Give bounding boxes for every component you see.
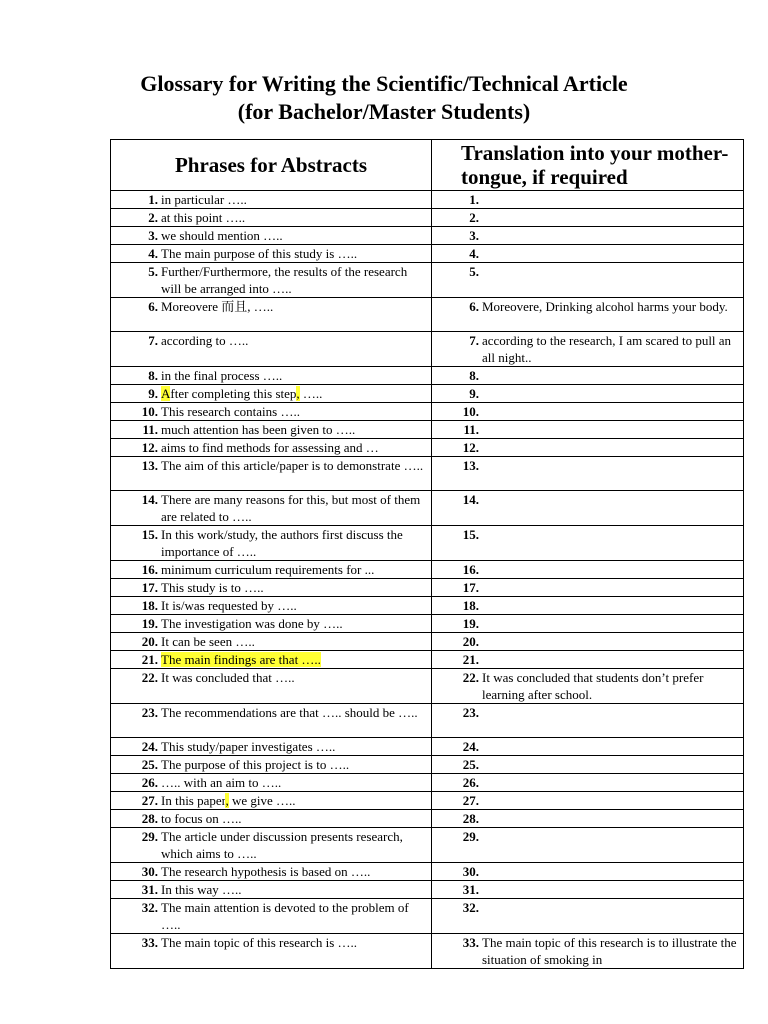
translation-cell: [432, 881, 744, 899]
phrase-text: Further/Furthermore, the results of the research will be arranged into …..: [161, 264, 408, 296]
highlighted-text: ,: [296, 386, 300, 401]
header-translation: Translation into your mother-tongue, if required: [432, 140, 744, 191]
table-row: [111, 792, 744, 810]
phrase-cell: [111, 615, 432, 633]
phrase-number: 23.: [141, 705, 158, 720]
table-row: [111, 863, 744, 881]
translation-text: [482, 863, 740, 880]
phrase-cell: [111, 669, 432, 704]
phrase-cell: [111, 191, 432, 209]
translation-cell: [432, 263, 744, 298]
phrase-cell: [111, 439, 432, 457]
translation-cell: [432, 403, 744, 421]
translation-cell: [432, 298, 744, 332]
translation-cell: [432, 899, 744, 934]
translation-number: 2.: [469, 210, 479, 225]
table-row: [111, 828, 744, 863]
translation-cell: [432, 615, 744, 633]
translation-text: [482, 792, 740, 809]
phrase-cell: [111, 704, 432, 738]
phrase-cell: [111, 828, 432, 863]
translation-cell: [432, 227, 744, 245]
phrase-cell: [111, 738, 432, 756]
phrase-text: The main topic of this research is …..: [161, 935, 358, 950]
phrase-number: 31.: [141, 882, 158, 897]
phrase-number: 24.: [141, 739, 158, 754]
table-row: [111, 810, 744, 828]
phrase-text: Moreovere 而且, …..: [161, 299, 274, 314]
phrase-text: The purpose of this project is to …..: [161, 757, 350, 772]
phrase-text: according to …..: [161, 333, 249, 348]
translation-number: 11.: [463, 422, 479, 437]
phrase-cell: [111, 403, 432, 421]
translation-cell: [432, 669, 744, 704]
translation-text: [482, 367, 740, 384]
translation-text: [482, 899, 740, 916]
table-row: [111, 597, 744, 615]
phrase-fragment: fter completing this step: [170, 386, 297, 401]
phrase-cell: [111, 245, 432, 263]
phrase-fragment: we give …..: [228, 793, 296, 808]
translation-number: 1.: [469, 192, 479, 207]
phrase-cell: [111, 597, 432, 615]
highlighted-text: A: [161, 386, 171, 401]
translation-text: [482, 491, 740, 508]
translation-text: Moreovere, Drinking alcohol harms your body.: [482, 299, 728, 314]
table-row: [111, 263, 744, 298]
translation-text: [482, 633, 740, 650]
translation-number: 28.: [462, 811, 479, 826]
table-row: [111, 704, 744, 738]
translation-number: 20.: [462, 634, 479, 649]
phrase-number: 21.: [141, 652, 158, 667]
translation-cell: [432, 579, 744, 597]
phrase-cell: [111, 209, 432, 227]
translation-number: 3.: [469, 228, 479, 243]
translation-number: 19.: [462, 616, 479, 631]
translation-number: 6.: [469, 299, 479, 314]
translation-number: 12.: [462, 440, 479, 455]
translation-number: 30.: [462, 864, 479, 879]
translation-cell: [432, 597, 744, 615]
translation-text: [482, 457, 740, 474]
phrase-number: 26.: [141, 775, 158, 790]
table-row: [111, 899, 744, 934]
translation-cell: [432, 332, 744, 367]
translation-number: 22.: [462, 670, 479, 685]
phrase-text: The main purpose of this study is …..: [161, 246, 358, 261]
table-row: [111, 633, 744, 651]
phrase-number: 9.: [148, 386, 158, 401]
phrase-cell: [111, 881, 432, 899]
phrase-number: 33.: [141, 935, 158, 950]
translation-number: 18.: [462, 598, 479, 613]
phrase-text: aims to find methods for assessing and …: [161, 440, 379, 455]
translation-text: [482, 704, 740, 721]
phrase-number: 10.: [141, 404, 158, 419]
translation-cell: [432, 756, 744, 774]
translation-text: [482, 209, 740, 226]
phrase-cell: [111, 298, 432, 332]
table-row: [111, 774, 744, 792]
translation-cell: [432, 561, 744, 579]
translation-cell: [432, 738, 744, 756]
phrase-cell: [111, 526, 432, 561]
translation-text: [482, 439, 740, 456]
table-row: [111, 209, 744, 227]
phrase-cell: [111, 651, 432, 669]
phrase-number: 20.: [141, 634, 158, 649]
translation-cell: [432, 385, 744, 403]
phrase-text: The aim of this article/paper is to demonstrate …..: [161, 458, 424, 473]
table-row: [111, 738, 744, 756]
translation-text: [482, 810, 740, 827]
table-header-row: [111, 140, 744, 191]
phrase-text: in the final process …..: [161, 368, 283, 383]
translation-text: The main topic of this research is to illustrate the situation of smoking in: [482, 935, 737, 967]
translation-text: [482, 385, 740, 402]
phrase-text: The research hypothesis is based on …..: [161, 864, 371, 879]
phrase-cell: [111, 227, 432, 245]
translation-cell: [432, 191, 744, 209]
phrase-number: 11.: [142, 422, 158, 437]
translation-text: [482, 191, 740, 208]
header-phrases: Phrases for Abstracts: [111, 140, 432, 191]
translation-number: 17.: [462, 580, 479, 595]
translation-number: 26.: [462, 775, 479, 790]
table-row: [111, 403, 744, 421]
table-row: [111, 934, 744, 969]
phrase-number: 3.: [148, 228, 158, 243]
translation-text: [482, 597, 740, 614]
phrase-text: minimum curriculum requirements for ...: [161, 562, 375, 577]
phrase-text: This research contains …..: [161, 404, 300, 419]
phrase-number: 16.: [141, 562, 158, 577]
translation-cell: [432, 934, 744, 969]
phrase-cell: [111, 332, 432, 367]
phrase-number: 28.: [141, 811, 158, 826]
table-row: [111, 227, 744, 245]
phrase-cell: [111, 633, 432, 651]
table-row: [111, 526, 744, 561]
table-row: [111, 756, 744, 774]
phrase-number: 32.: [141, 900, 158, 915]
translation-cell: [432, 774, 744, 792]
phrase-text: The investigation was done by …..: [161, 616, 343, 631]
phrase-text: This study/paper investigates …..: [161, 739, 336, 754]
translation-number: 31.: [462, 882, 479, 897]
phrase-cell: [111, 934, 432, 969]
phrase-number: 25.: [141, 757, 158, 772]
phrase-text: This study is to …..: [161, 580, 264, 595]
phrase-text: [161, 385, 428, 402]
translation-text: [482, 526, 740, 543]
phrase-text: In this way …..: [161, 882, 242, 897]
table-row: [111, 881, 744, 899]
phrase-number: 29.: [141, 829, 158, 844]
translation-text: [482, 561, 740, 578]
phrase-number: 2.: [148, 210, 158, 225]
phrase-text: much attention has been given to …..: [161, 422, 356, 437]
phrase-text: ….. with an aim to …..: [161, 775, 282, 790]
phrase-number: 5.: [148, 264, 158, 279]
glossary-table: [110, 139, 744, 969]
table-row: [111, 298, 744, 332]
phrase-number: 7.: [148, 333, 158, 348]
table-row: [111, 491, 744, 526]
translation-cell: [432, 651, 744, 669]
table-row: [111, 191, 744, 209]
table-row: [111, 385, 744, 403]
phrase-text: It was concluded that …..: [161, 670, 295, 685]
phrase-text: It can be seen …..: [161, 634, 255, 649]
phrase-text: The article under discussion presents research, which aims to …..: [161, 829, 403, 861]
phrase-cell: [111, 579, 432, 597]
translation-number: 10.: [462, 404, 479, 419]
translation-number: 16.: [462, 562, 479, 577]
translation-number: 21.: [462, 652, 479, 667]
phrase-text: It is/was requested by …..: [161, 598, 297, 613]
translation-number: 13.: [462, 458, 479, 473]
translation-cell: [432, 491, 744, 526]
table-row: [111, 457, 744, 491]
translation-cell: [432, 704, 744, 738]
translation-number: 9.: [469, 386, 479, 401]
translation-number: 8.: [469, 368, 479, 383]
phrase-text: in particular …..: [161, 192, 247, 207]
phrase-number: 14.: [141, 492, 158, 507]
translation-text: [482, 421, 740, 438]
table-row: [111, 579, 744, 597]
translation-number: 23.: [462, 705, 479, 720]
table-row: [111, 421, 744, 439]
translation-number: 33.: [462, 935, 479, 950]
table-row: [111, 669, 744, 704]
translation-text: [482, 227, 740, 244]
translation-text: [482, 579, 740, 596]
highlighted-text: ,: [225, 793, 229, 808]
phrase-number: 4.: [148, 246, 158, 261]
phrase-text: at this point …..: [161, 210, 246, 225]
phrase-text: to focus on …..: [161, 811, 242, 826]
phrase-cell: [111, 457, 432, 491]
table-row: [111, 651, 744, 669]
translation-cell: [432, 421, 744, 439]
document-title: [0, 70, 768, 126]
phrase-text: The main attention is devoted to the problem of …..: [161, 900, 409, 932]
translation-text: [482, 738, 740, 755]
phrase-number: 1.: [148, 192, 158, 207]
phrase-cell: [111, 263, 432, 298]
translation-cell: [432, 792, 744, 810]
phrase-cell: [111, 774, 432, 792]
phrase-number: 17.: [141, 580, 158, 595]
translation-text: [482, 245, 740, 262]
phrase-fragment: …..: [299, 386, 323, 401]
phrase-number: 6.: [148, 299, 158, 314]
translation-text: It was concluded that students don’t prefer learning after school.: [482, 670, 704, 702]
phrase-text: we should mention …..: [161, 228, 283, 243]
table-row: [111, 439, 744, 457]
phrase-cell: [111, 385, 432, 403]
translation-text: [482, 828, 740, 845]
phrase-cell: [111, 810, 432, 828]
table-row: [111, 332, 744, 367]
phrase-number: 22.: [141, 670, 158, 685]
translation-cell: [432, 810, 744, 828]
phrase-cell: [111, 367, 432, 385]
translation-number: 29.: [462, 829, 479, 844]
phrase-number: 12.: [141, 440, 158, 455]
phrase-text: [161, 651, 428, 668]
table-row: [111, 367, 744, 385]
highlighted-text: The main findings are that …..: [161, 652, 321, 667]
phrase-number: 30.: [141, 864, 158, 879]
table-row: [111, 561, 744, 579]
translation-cell: [432, 526, 744, 561]
translation-text: [482, 263, 740, 280]
translation-text: [482, 403, 740, 420]
phrase-number: 27.: [141, 793, 158, 808]
table-row: [111, 615, 744, 633]
phrase-cell: [111, 421, 432, 439]
translation-cell: [432, 209, 744, 227]
translation-number: 15.: [462, 527, 479, 542]
translation-text: [482, 881, 740, 898]
translation-number: 4.: [469, 246, 479, 261]
translation-number: 5.: [469, 264, 479, 279]
phrase-number: 8.: [148, 368, 158, 383]
translation-text: [482, 756, 740, 773]
phrase-text: The recommendations are that ….. should be …..: [161, 705, 418, 720]
translation-cell: [432, 633, 744, 651]
phrase-cell: [111, 863, 432, 881]
title-line-1: Glossary for Writing the Scientific/Technical Article: [140, 71, 628, 96]
phrase-cell: [111, 792, 432, 810]
phrase-text: There are many reasons for this, but most of them are related to …..: [161, 492, 421, 524]
phrase-cell: [111, 491, 432, 526]
phrase-text: In this work/study, the authors first discuss the importance of …..: [161, 527, 403, 559]
translation-cell: [432, 439, 744, 457]
phrase-number: 19.: [141, 616, 158, 631]
translation-text: [482, 774, 740, 791]
phrase-cell: [111, 899, 432, 934]
phrase-number: 15.: [141, 527, 158, 542]
translation-number: 27.: [462, 793, 479, 808]
phrase-number: 13.: [141, 458, 158, 473]
translation-text: according to the research, I am scared to pull an all night..: [482, 333, 732, 365]
phrase-cell: [111, 561, 432, 579]
translation-cell: [432, 457, 744, 491]
translation-text: [482, 651, 740, 668]
title-line-2: (for Bachelor/Master Students): [237, 99, 531, 124]
translation-number: 32.: [462, 900, 479, 915]
translation-number: 24.: [462, 739, 479, 754]
phrase-text: [161, 792, 428, 809]
translation-cell: [432, 828, 744, 863]
translation-cell: [432, 367, 744, 385]
translation-number: 14.: [462, 492, 479, 507]
phrase-cell: [111, 756, 432, 774]
translation-cell: [432, 245, 744, 263]
translation-number: 25.: [462, 757, 479, 772]
phrase-number: 18.: [141, 598, 158, 613]
translation-cell: [432, 863, 744, 881]
translation-number: 7.: [469, 333, 479, 348]
table-row: [111, 245, 744, 263]
translation-text: [482, 615, 740, 632]
phrase-fragment: In this paper: [161, 793, 226, 808]
